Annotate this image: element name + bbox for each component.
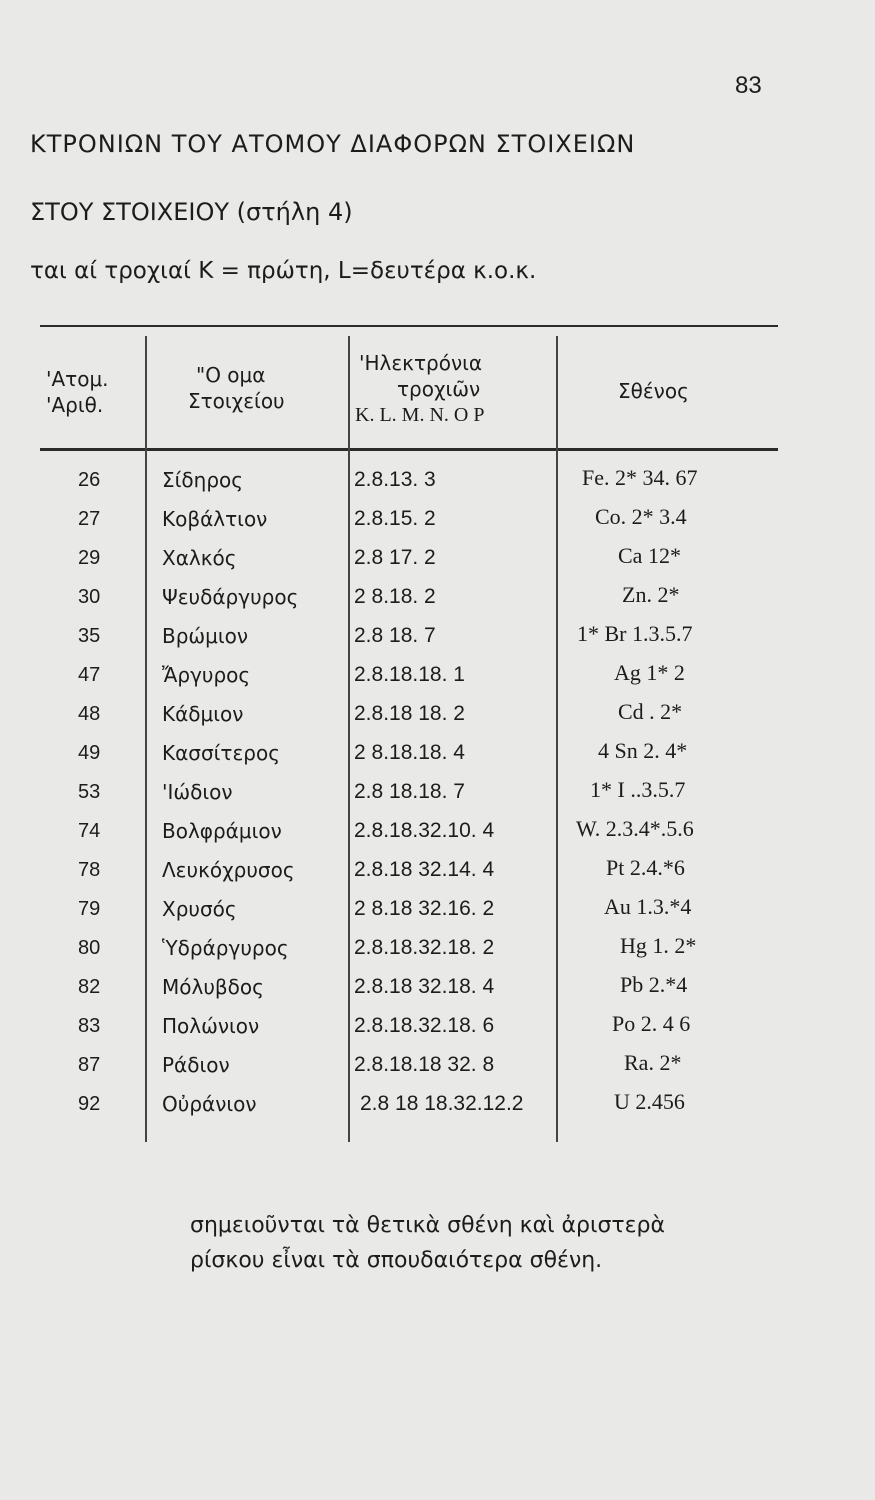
row-electron-orbits: 2 8.18. 2 [354, 585, 436, 608]
row-atomic-number: 47 [78, 664, 101, 686]
column-divider [556, 336, 558, 1142]
header-atomic-number-line-1: 'Ατομ. [46, 367, 109, 391]
row-element-name: Ράδιον [162, 1053, 230, 1077]
row-electron-orbits: 2.8.13. 3 [354, 468, 436, 491]
row-valence: U 2.456 [614, 1089, 685, 1114]
row-electron-orbits: 2.8.18 18. 2 [354, 702, 465, 725]
row-valence: Zn. 2* [622, 582, 680, 607]
row-atomic-number: 80 [78, 937, 101, 959]
row-electron-orbits: 2 8.18 32.16. 2 [354, 897, 495, 920]
row-element-name: Ψευδάργυρος [162, 585, 299, 609]
row-element-name: Κασσίτερος [162, 741, 280, 765]
row-electron-orbits: 2.8.18.32.10. 4 [354, 819, 495, 842]
row-valence: 1* Br 1.3.5.7 [577, 621, 693, 646]
row-valence: Hg 1. 2* [620, 933, 697, 958]
row-atomic-number: 82 [78, 976, 101, 998]
row-electron-orbits: 2.8 17. 2 [354, 546, 436, 569]
row-element-name: Οὐράνιον [162, 1092, 257, 1116]
row-element-name: Κάδμιον [162, 702, 244, 726]
row-atomic-number: 74 [78, 820, 101, 842]
row-atomic-number: 92 [78, 1093, 101, 1115]
header-element-name [188, 362, 285, 414]
page-number: 83 [735, 72, 762, 99]
row-electron-orbits: 2.8.18.18 32. 8 [354, 1053, 495, 1076]
heading-line-3: ται αί τροχιαί Κ = πρώτη, L=δευτέρα κ.ο.κ. [30, 258, 537, 284]
row-atomic-number: 78 [78, 859, 101, 881]
row-atomic-number: 79 [78, 898, 101, 920]
row-element-name: Σίδηρος [162, 468, 243, 492]
row-atomic-number: 26 [78, 469, 101, 491]
row-valence: Co. 2* 3.4 [595, 504, 687, 529]
row-element-name: Ὑδράργυρος [162, 936, 289, 960]
row-element-name: Πολώνιον [162, 1014, 260, 1038]
row-valence: Pb 2.*4 [620, 972, 688, 997]
header-atomic-number-line-2: 'Αριθ. [46, 393, 104, 417]
row-electron-orbits: 2.8.15. 2 [354, 507, 436, 530]
row-valence: Pt 2.4.*6 [606, 855, 685, 880]
row-element-name: Μόλυβδος [162, 975, 264, 999]
header-element-name-line-2: Στοιχείου [188, 389, 285, 413]
row-electron-orbits: 2.8 18 18.32.12.2 [360, 1092, 524, 1115]
row-valence: 4 Sn 2. 4* [598, 738, 688, 763]
row-electron-orbits: 2.8.18.18. 1 [354, 663, 465, 686]
table-top-rule [40, 325, 778, 327]
row-element-name: Κοβάλτιον [162, 507, 268, 531]
row-element-name: Χαλκός [162, 546, 237, 570]
row-electron-orbits: 2.8.18.32.18. 6 [354, 1014, 495, 1037]
row-valence: Cd . 2* [618, 699, 683, 724]
header-atomic-number [46, 366, 109, 418]
header-element-name-line-1: "Ο ομα [196, 363, 266, 387]
row-element-name: 'Ιώδιον [162, 780, 233, 804]
header-electron-orbits-line-1: 'Ηλεκτρόνια [359, 351, 483, 375]
row-atomic-number: 30 [78, 586, 101, 608]
row-electron-orbits: 2.8.18.32.18. 2 [354, 936, 495, 959]
footnote-line-1: σημειοῦνται τὰ θετικὰ σθένη καὶ ἀριστερὰ [190, 1213, 666, 1238]
row-electron-orbits: 2.8 18. 7 [354, 624, 436, 647]
header-electron-orbits-line-2: τροχιῶν [397, 377, 481, 401]
row-atomic-number: 49 [78, 742, 101, 764]
row-valence: W. 2.3.4*.5.6 [576, 816, 694, 841]
row-atomic-number: 27 [78, 508, 101, 530]
heading-line-1: ΚΤΡΟΝΙΩΝ ΤΟΥ ΑΤΟΜΟΥ ΔΙΑΦΟΡΩΝ ΣΤΟΙΧΕΙΩΝ [30, 130, 636, 158]
row-element-name: Ἄργυρος [162, 663, 251, 687]
header-electron-orbits [355, 350, 484, 428]
column-divider [348, 336, 350, 1142]
row-valence: Ra. 2* [624, 1050, 682, 1075]
row-atomic-number: 83 [78, 1015, 101, 1037]
table-header-rule [40, 448, 778, 451]
row-valence: Ca 12* [618, 543, 681, 568]
row-atomic-number: 35 [78, 625, 101, 647]
row-atomic-number: 87 [78, 1054, 101, 1076]
footnote-line-2: ρίσκου εἶναι τὰ σπουδαιότερα σθένη. [190, 1248, 603, 1273]
row-atomic-number: 29 [78, 547, 101, 569]
heading-line-2: ΣΤΟΥ ΣΤΟΙΧΕΙΟΥ (στήλη 4) [30, 198, 353, 226]
row-electron-orbits: 2 8.18.18. 4 [354, 741, 465, 764]
row-element-name: Βρώμιον [162, 624, 249, 648]
row-electron-orbits: 2.8.18 32.14. 4 [354, 858, 495, 881]
row-atomic-number: 48 [78, 703, 101, 725]
row-valence: 1* I ..3.5.7 [590, 777, 686, 802]
row-valence: Po 2. 4 6 [612, 1011, 691, 1036]
row-element-name: Χρυσός [162, 897, 237, 921]
header-electron-orbits-line-3: Κ. L. Μ. Ν. Ο Ρ [355, 404, 485, 426]
row-atomic-number: 53 [78, 781, 101, 803]
header-valence: Σθένος [618, 379, 689, 403]
row-valence: Ag 1* 2 [614, 660, 685, 685]
row-element-name: Βολφράμιον [162, 819, 282, 843]
row-electron-orbits: 2.8 18.18. 7 [354, 780, 465, 803]
row-element-name: Λευκόχρυσος [162, 858, 295, 882]
row-electron-orbits: 2.8.18 32.18. 4 [354, 975, 495, 998]
column-divider [145, 336, 147, 1142]
row-valence: Fe. 2* 34. 67 [582, 465, 698, 490]
row-valence: Au 1.3.*4 [604, 894, 692, 919]
